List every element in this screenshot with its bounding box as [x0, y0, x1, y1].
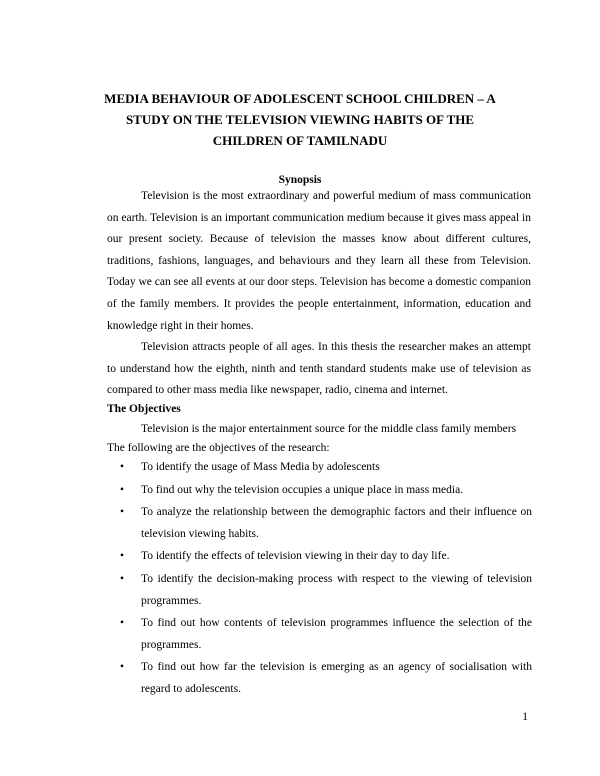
- objective-text: To analyze the relationship between the demographic factors and their influence on television viewing habits.: [141, 506, 532, 540]
- objectives-intro-2: The following are the objectives of the research:: [107, 442, 330, 454]
- bullet-icon: •: [120, 572, 125, 585]
- title-line-3: CHILDREN OF TAMILNADU: [212, 133, 388, 148]
- document-title: [90, 88, 510, 151]
- bullet-icon: •: [120, 550, 125, 563]
- bullet-icon: •: [120, 483, 125, 496]
- title-line-1: MEDIA BEHAVIOUR OF ADOLESCENT SCHOOL CHILDREN – A: [104, 91, 496, 106]
- list-item: [107, 613, 532, 656]
- list-item: [107, 569, 532, 612]
- title-line-2: STUDY ON THE TELEVISION VIEWING HABITS OF THE: [125, 112, 475, 127]
- objective-text: To identify the usage of Mass Media by adolescents: [141, 461, 380, 473]
- bullet-icon: •: [120, 506, 125, 519]
- objectives-intro-1: Television is the major entertainment source for the middle class family members: [141, 423, 517, 435]
- list-item: [107, 502, 532, 545]
- bullet-icon: •: [120, 661, 125, 674]
- objective-text: To identify the effects of television viewing in their day to day life.: [141, 550, 450, 563]
- objectives-list: [107, 457, 532, 702]
- list-item: [107, 657, 532, 700]
- list-item: [107, 546, 532, 568]
- synopsis-heading: Synopsis: [278, 174, 322, 186]
- page-number: 1: [522, 711, 528, 723]
- list-item: [107, 480, 532, 502]
- bullet-icon: •: [120, 617, 125, 630]
- synopsis-paragraph-2: Television attracts people of all ages. In this thesis the researcher makes an attempt to understand how the eighth, ninth and tenth standard students make use of television as compared to other mass media like newspaper, radio, cinema and internet.: [107, 341, 531, 397]
- synopsis-paragraph-1: Television is the most extraordinary and powerful medium of mass communication on earth. Television is an important communication medium because it gives mass appeal in our present society. Because of television the masses know about different cultures, traditions, fashions, languages, and behaviours and they learn all these from Television. Today we can see all events at our door steps. Television has become a domestic companion of the family members. It provides the people entertainment, information, education and knowledge right in their homes.: [107, 190, 531, 332]
- objective-text: To find out why the television occupies a unique place in mass media.: [141, 483, 464, 496]
- list-item: [107, 457, 532, 479]
- objective-text: To find out how contents of television programmes influence the selection of the programmes.: [141, 617, 532, 651]
- bullet-icon: •: [120, 461, 125, 473]
- objective-text: To find out how far the television is emerging as an agency of socialisation with regard to adolescents.: [141, 661, 532, 695]
- objective-text: To identify the decision-making process with respect to the viewing of television programmes.: [141, 572, 532, 607]
- objectives-heading: The Objectives: [107, 403, 181, 415]
